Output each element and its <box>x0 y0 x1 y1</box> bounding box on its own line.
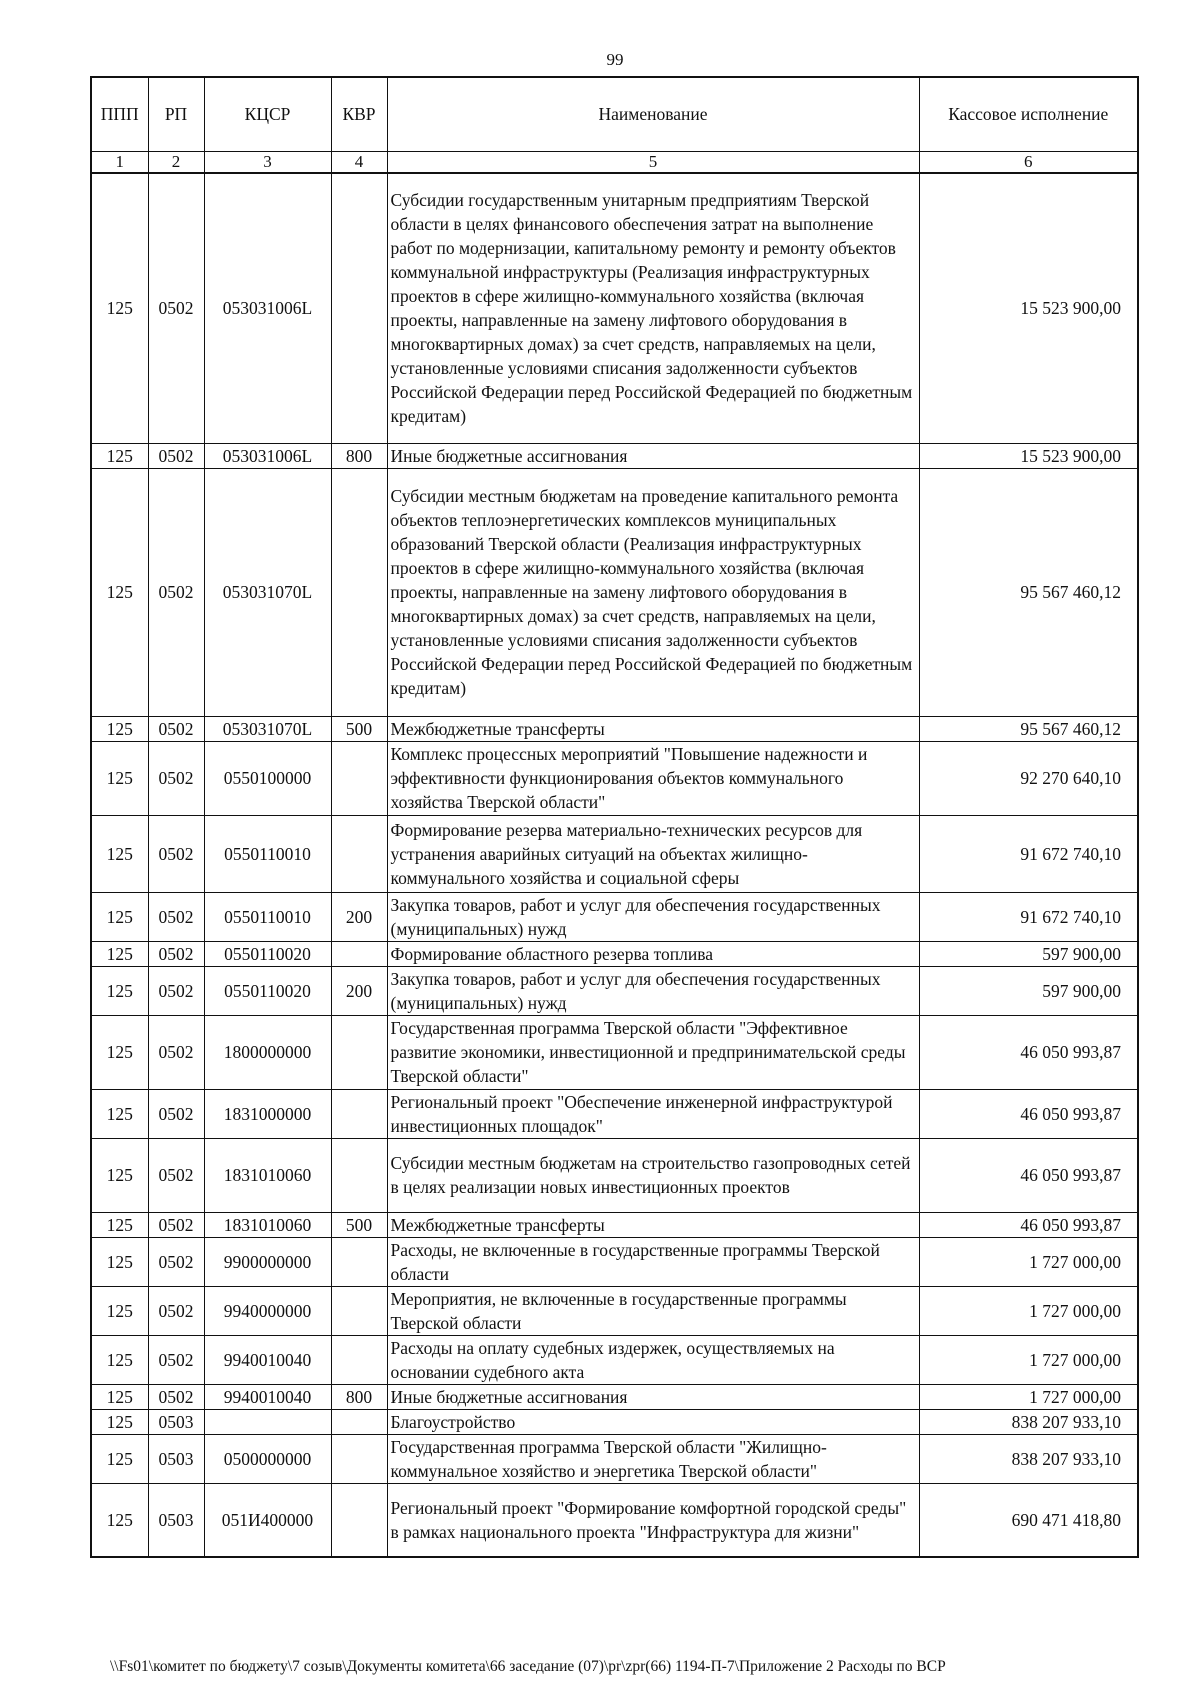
cell-kvr <box>331 1409 387 1434</box>
column-number: 3 <box>204 151 331 173</box>
column-number: 2 <box>148 151 204 173</box>
table-row <box>91 1409 1138 1434</box>
cell-rp: 0502 <box>148 1138 204 1212</box>
footer-file-path: \\Fs01\комитет по бюджету\7 созыв\Документы комитета\66 заседание (07)\pr\zpr(66) 1194-П-7\Приложение 2 Расходы по ВСР <box>110 1658 946 1675</box>
table-row <box>91 892 1138 941</box>
cell-rp: 0502 <box>148 1237 204 1286</box>
cell-ppp: 125 <box>91 1286 148 1335</box>
cell-rp: 0502 <box>148 1089 204 1138</box>
cell-name: Региональный проект "Формирование комфортной городской среды" в рамках национального проекта "Инфраструктура для жизни" <box>387 1483 919 1557</box>
cell-amount: 46 050 993,87 <box>919 1015 1138 1089</box>
cell-rp: 0502 <box>148 1212 204 1237</box>
cell-kvr <box>331 941 387 966</box>
cell-name: Формирование резерва материально-технических ресурсов для устранения аварийных ситуаций на объектах жилищно-коммунального хозяйства и социальной сферы <box>387 815 919 892</box>
cell-rp: 0502 <box>148 173 204 443</box>
cell-rp: 0502 <box>148 443 204 468</box>
cell-kvr <box>331 1237 387 1286</box>
cell-rp: 0502 <box>148 468 204 716</box>
cell-amount: 46 050 993,87 <box>919 1089 1138 1138</box>
cell-amount: 46 050 993,87 <box>919 1138 1138 1212</box>
cell-ppp: 125 <box>91 716 148 741</box>
cell-amount: 15 523 900,00 <box>919 173 1138 443</box>
cell-kvr <box>331 1434 387 1483</box>
table-row <box>91 1089 1138 1138</box>
cell-kvr <box>331 815 387 892</box>
cell-ppp: 125 <box>91 173 148 443</box>
table-row <box>91 815 1138 892</box>
table-row <box>91 468 1138 716</box>
cell-ppp: 125 <box>91 1237 148 1286</box>
cell-kcsr: 9940010040 <box>204 1335 331 1384</box>
cell-ppp: 125 <box>91 1089 148 1138</box>
table-row <box>91 1335 1138 1384</box>
page-number: 99 <box>606 50 624 69</box>
cell-kcsr: 1800000000 <box>204 1015 331 1089</box>
cell-ppp: 125 <box>91 1409 148 1434</box>
cell-amount: 15 523 900,00 <box>919 443 1138 468</box>
cell-ppp: 125 <box>91 1384 148 1409</box>
cell-amount: 1 727 000,00 <box>919 1384 1138 1409</box>
cell-kcsr: 0550100000 <box>204 741 331 815</box>
cell-kcsr <box>204 1409 331 1434</box>
cell-amount: 597 900,00 <box>919 966 1138 1015</box>
cell-rp: 0502 <box>148 941 204 966</box>
header-ppp: ППП <box>91 77 148 151</box>
cell-kcsr: 0500000000 <box>204 1434 331 1483</box>
cell-ppp: 125 <box>91 1335 148 1384</box>
cell-amount: 92 270 640,10 <box>919 741 1138 815</box>
cell-kvr <box>331 468 387 716</box>
cell-amount: 1 727 000,00 <box>919 1335 1138 1384</box>
cell-rp: 0502 <box>148 741 204 815</box>
table-row <box>91 1434 1138 1483</box>
table-row <box>91 1483 1138 1557</box>
cell-amount: 838 207 933,10 <box>919 1409 1138 1434</box>
table-row <box>91 741 1138 815</box>
header-rp: РП <box>148 77 204 151</box>
cell-kvr <box>331 1015 387 1089</box>
cell-name: Региональный проект "Обеспечение инженерной инфраструктурой инвестиционных площадок" <box>387 1089 919 1138</box>
cell-name: Межбюджетные трансферты <box>387 716 919 741</box>
cell-name: Формирование областного резерва топлива <box>387 941 919 966</box>
cell-kvr: 500 <box>331 716 387 741</box>
cell-rp: 0503 <box>148 1483 204 1557</box>
table-row <box>91 716 1138 741</box>
table-row <box>91 966 1138 1015</box>
column-number-row <box>91 151 1138 173</box>
cell-name: Субсидии государственным унитарным предприятиям Тверской области в целях финансового обеспечения затрат на выполнение работ по модернизации, капитальному ремонту и ремонту объектов коммунальной инфраструктуры (Реализация инфраструктурных проектов в сфере жилищно-коммунального хозяйства (включая проекты, направленные на замену лифтового оборудования в многоквартирных домах) за счет средств, направляемых на цели, установленные условиями списания задолженности субъектов Российской Федерации перед Российской Федерацией по бюджетным кредитам) <box>387 173 919 443</box>
header-kcsr: КЦСР <box>204 77 331 151</box>
cell-kvr <box>331 1138 387 1212</box>
cell-ppp: 125 <box>91 443 148 468</box>
cell-rp: 0502 <box>148 1015 204 1089</box>
cell-rp: 0502 <box>148 815 204 892</box>
cell-name: Расходы на оплату судебных издержек, осуществляемых на основании судебного акта <box>387 1335 919 1384</box>
cell-kcsr: 0550110020 <box>204 941 331 966</box>
cell-kvr: 200 <box>331 966 387 1015</box>
cell-kcsr: 051И400000 <box>204 1483 331 1557</box>
cell-kvr: 500 <box>331 1212 387 1237</box>
cell-kvr: 800 <box>331 443 387 468</box>
cell-name: Иные бюджетные ассигнования <box>387 1384 919 1409</box>
cell-rp: 0502 <box>148 1286 204 1335</box>
cell-ppp: 125 <box>91 1483 148 1557</box>
table-row <box>91 1015 1138 1089</box>
table-header-row <box>91 77 1138 151</box>
cell-kvr: 800 <box>331 1384 387 1409</box>
cell-ppp: 125 <box>91 1212 148 1237</box>
cell-kcsr: 053031006L <box>204 173 331 443</box>
cell-name: Межбюджетные трансферты <box>387 1212 919 1237</box>
cell-amount: 95 567 460,12 <box>919 716 1138 741</box>
cell-name: Комплекс процессных мероприятий "Повышение надежности и эффективности функционирования объектов коммунального хозяйства Тверской области" <box>387 741 919 815</box>
column-number: 5 <box>387 151 919 173</box>
cell-amount: 46 050 993,87 <box>919 1212 1138 1237</box>
cell-amount: 1 727 000,00 <box>919 1286 1138 1335</box>
cell-amount: 597 900,00 <box>919 941 1138 966</box>
cell-rp: 0502 <box>148 716 204 741</box>
cell-ppp: 125 <box>91 815 148 892</box>
cell-name: Субсидии местным бюджетам на проведение капитального ремонта объектов теплоэнергетических комплексов муниципальных образований Тверской области (Реализация инфраструктурных проектов в сфере жилищно-коммунального хозяйства (включая проекты, направленные на замену лифтового оборудования в многоквартирных домах) за счет средств, направляемых на цели, установленные условиями списания задолженности субъектов Российской Федерации перед Российской Федерацией по бюджетным кредитам) <box>387 468 919 716</box>
cell-kvr <box>331 173 387 443</box>
cell-name: Государственная программа Тверской области "Эффективное развитие экономики, инвестиционной и предпринимательской среды Тверской области" <box>387 1015 919 1089</box>
cell-ppp: 125 <box>91 966 148 1015</box>
cell-kcsr: 9940010040 <box>204 1384 331 1409</box>
cell-name: Закупка товаров, работ и услуг для обеспечения государственных (муниципальных) нужд <box>387 966 919 1015</box>
cell-name: Закупка товаров, работ и услуг для обеспечения государственных (муниципальных) нужд <box>387 892 919 941</box>
cell-name: Иные бюджетные ассигнования <box>387 443 919 468</box>
cell-kcsr: 0550110010 <box>204 892 331 941</box>
cell-kvr <box>331 741 387 815</box>
cell-kcsr: 0550110020 <box>204 966 331 1015</box>
expenditure-table <box>90 76 1139 1558</box>
header-amount: Кассовое исполнение <box>919 77 1138 151</box>
cell-kvr <box>331 1286 387 1335</box>
cell-rp: 0502 <box>148 892 204 941</box>
cell-kvr <box>331 1483 387 1557</box>
cell-kcsr: 0550110010 <box>204 815 331 892</box>
cell-amount: 91 672 740,10 <box>919 815 1138 892</box>
cell-amount: 838 207 933,10 <box>919 1434 1138 1483</box>
cell-kvr <box>331 1335 387 1384</box>
cell-name: Расходы, не включенные в государственные программы Тверской области <box>387 1237 919 1286</box>
cell-kcsr: 1831000000 <box>204 1089 331 1138</box>
cell-ppp: 125 <box>91 941 148 966</box>
cell-name: Государственная программа Тверской области "Жилищно-коммунальное хозяйство и энергетика Тверской области" <box>387 1434 919 1483</box>
table-row <box>91 1286 1138 1335</box>
table-row <box>91 1384 1138 1409</box>
cell-amount: 690 471 418,80 <box>919 1483 1138 1557</box>
column-number: 1 <box>91 151 148 173</box>
cell-amount: 1 727 000,00 <box>919 1237 1138 1286</box>
table-row <box>91 1138 1138 1212</box>
column-number: 4 <box>331 151 387 173</box>
cell-ppp: 125 <box>91 1138 148 1212</box>
cell-ppp: 125 <box>91 892 148 941</box>
cell-amount: 95 567 460,12 <box>919 468 1138 716</box>
cell-kcsr: 9900000000 <box>204 1237 331 1286</box>
column-number: 6 <box>919 151 1138 173</box>
cell-rp: 0502 <box>148 966 204 1015</box>
cell-ppp: 125 <box>91 1015 148 1089</box>
cell-kvr: 200 <box>331 892 387 941</box>
cell-kcsr: 053031070L <box>204 468 331 716</box>
cell-name: Мероприятия, не включенные в государственные программы Тверской области <box>387 1286 919 1335</box>
cell-rp: 0503 <box>148 1409 204 1434</box>
cell-kcsr: 9940000000 <box>204 1286 331 1335</box>
cell-rp: 0502 <box>148 1335 204 1384</box>
cell-amount: 91 672 740,10 <box>919 892 1138 941</box>
cell-rp: 0503 <box>148 1434 204 1483</box>
cell-kcsr: 053031006L <box>204 443 331 468</box>
cell-name: Благоустройство <box>387 1409 919 1434</box>
header-kvr: КВР <box>331 77 387 151</box>
cell-kvr <box>331 1089 387 1138</box>
table-row <box>91 1237 1138 1286</box>
header-name: Наименование <box>387 77 919 151</box>
table-row <box>91 941 1138 966</box>
cell-kcsr: 1831010060 <box>204 1138 331 1212</box>
cell-ppp: 125 <box>91 1434 148 1483</box>
cell-kcsr: 1831010060 <box>204 1212 331 1237</box>
cell-ppp: 125 <box>91 468 148 716</box>
table-row <box>91 443 1138 468</box>
cell-rp: 0502 <box>148 1384 204 1409</box>
cell-name: Субсидии местным бюджетам на строительство газопроводных сетей в целях реализации новых инвестиционных проектов <box>387 1138 919 1212</box>
cell-kcsr: 053031070L <box>204 716 331 741</box>
table-row <box>91 173 1138 443</box>
table-row <box>91 1212 1138 1237</box>
cell-ppp: 125 <box>91 741 148 815</box>
